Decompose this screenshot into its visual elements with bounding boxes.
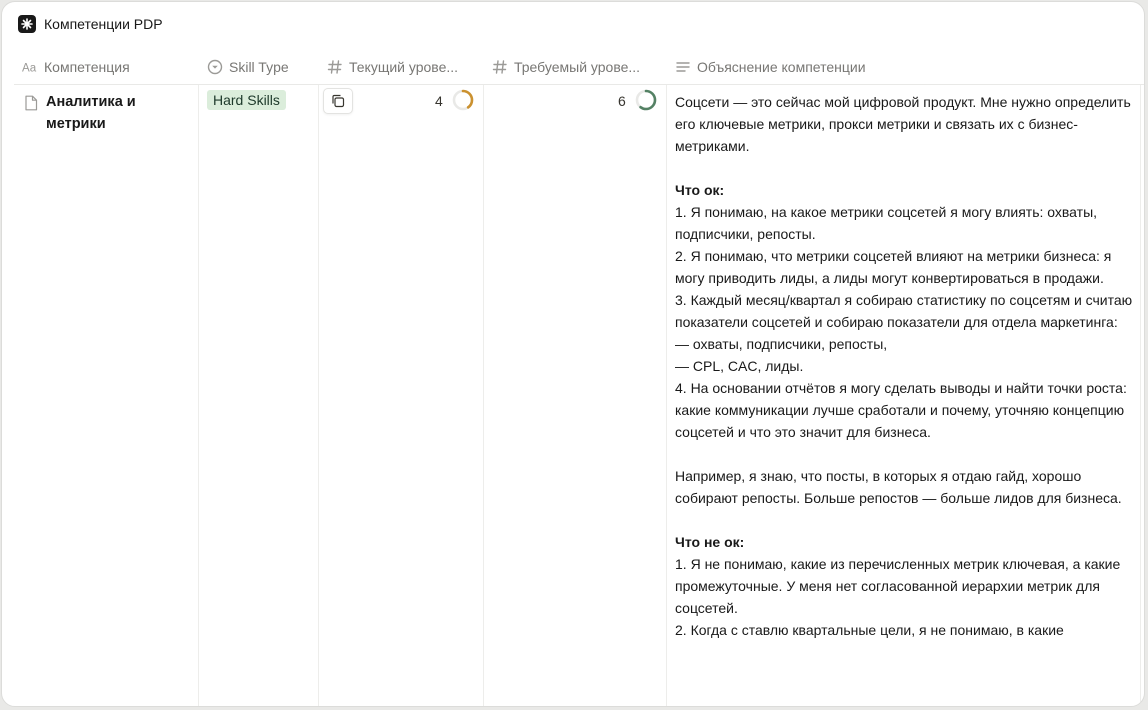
spacer xyxy=(675,509,1141,531)
not-ok-item: 2. Когда с ставлю квартальные цели, я не понимаю, в какие xyxy=(675,622,1064,638)
column-header-skill-type[interactable] xyxy=(199,50,318,84)
column-header-label: Объяснение компетенции xyxy=(697,59,866,75)
column-header-label: Компетенция xyxy=(44,59,130,75)
column-header-label: Текущий урове... xyxy=(349,59,459,75)
text-aa-icon xyxy=(22,59,38,75)
explanation-cell[interactable] xyxy=(675,91,1141,641)
copy-button[interactable] xyxy=(323,88,353,114)
not-ok-heading: Что не ок: xyxy=(675,534,745,550)
explanation-intro: Соцсети — это сейчас мой цифровой продукт. Мне нужно определить его ключевые метрики, прокси метрики и связать их с бизнес-метриками. xyxy=(675,94,1135,154)
column-divider xyxy=(483,85,484,706)
current-level-progress-ring xyxy=(452,89,474,111)
ok-subitem: — CPL, CAC, лиды. xyxy=(675,358,804,374)
column-header-current-level[interactable] xyxy=(319,50,483,84)
column-header-label: Требуемый урове... xyxy=(514,59,641,75)
skill-type-tag[interactable]: Hard Skills xyxy=(207,90,286,110)
window-title: Компетенции PDP xyxy=(44,16,163,32)
column-divider xyxy=(666,85,667,706)
competency-name-cell[interactable] xyxy=(14,85,198,135)
ok-item: 3. Каждый месяц/квартал я собираю статистику по соцсетям и считаю показатели соцсетей и собираю показатели для отдела маркетинга: xyxy=(675,292,1137,330)
not-ok-item: 1. Я не понимаю, какие из перечисленных метрик ключевая, а какие промежуточные. У меня нет согласованной иерархии метрик для соцсетей. xyxy=(675,556,1125,616)
spacer xyxy=(675,443,1141,465)
page-icon xyxy=(24,91,38,135)
ok-heading: Что ок: xyxy=(675,182,725,198)
lines-icon xyxy=(675,59,691,75)
column-header-competency[interactable] xyxy=(14,50,198,84)
competency-name: Аналитика и метрики xyxy=(46,94,136,132)
table-header xyxy=(14,50,1144,85)
ok-item: 4. На основании отчётов я могу сделать выводы и найти точки роста: какие коммуникации лучше сработали и почему, уточняю концепцию соцсетей и что это значит для бизнеса. xyxy=(675,380,1131,440)
spacer xyxy=(675,157,1141,179)
column-header-required-level[interactable] xyxy=(484,50,666,84)
column-divider xyxy=(318,85,319,706)
column-divider xyxy=(198,85,199,706)
required-level-value[interactable]: 6 xyxy=(618,93,626,109)
required-level-progress-ring xyxy=(635,89,657,111)
database-table xyxy=(14,50,1144,706)
window-titlebar xyxy=(18,14,163,34)
copy-icon xyxy=(331,94,345,108)
ok-item: 2. Я понимаю, что метрики соцсетей влияют на метрики бизнеса: я могу приводить лиды, а лиды могут конвертироваться в продажи. xyxy=(675,248,1116,286)
current-level-value[interactable]: 4 xyxy=(435,93,443,109)
column-header-explanation[interactable] xyxy=(667,50,1137,84)
hash-icon xyxy=(327,59,343,75)
select-chevron-icon xyxy=(207,59,223,75)
app-window xyxy=(1,1,1145,707)
ok-subitem: — охваты, подписчики, репосты, xyxy=(675,336,888,352)
svg-text:Aa: Aa xyxy=(22,62,37,74)
column-header-label: Skill Type xyxy=(229,59,289,75)
ok-item: 1. Я понимаю, на какое метрики соцсетей я могу влиять: охваты, подписчики, репосты. xyxy=(675,204,1101,242)
app-logo-icon xyxy=(18,15,36,33)
hash-icon xyxy=(492,59,508,75)
example-paragraph: Например, я знаю, что посты, в которых я отдаю гайд, хорошо собирают репосты. Больше репостов — больше лидов для бизнеса. xyxy=(675,468,1122,506)
